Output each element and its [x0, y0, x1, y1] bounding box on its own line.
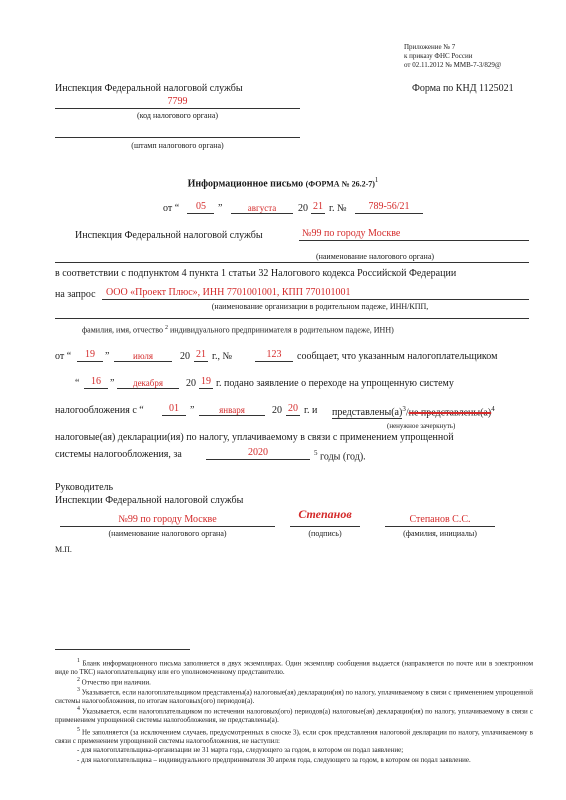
date-month-line — [231, 213, 293, 214]
taxation-year-line — [286, 415, 300, 416]
date-month: августа — [247, 203, 277, 213]
date-from: от “ — [163, 203, 180, 214]
caption-fio-sup: 2 — [165, 325, 168, 331]
footnote-1-text: Бланк информационного письма заполняется в двух экземплярах. Один экземпляр сообщения выдается (направляется по почте или в электронном виде по ТКС) налогоплательщику или его уполномоченному представителю. — [55, 659, 534, 677]
footnote-4 — [55, 705, 533, 725]
report-text: сообщает, что указанным налогоплательщиком — [297, 351, 498, 362]
taxation-year-suf: 20 — [288, 403, 298, 414]
report-day-line — [77, 361, 103, 362]
application-q2: ” — [110, 378, 115, 389]
stamp-caption: (штамп налогового органа) — [131, 141, 224, 150]
footnote-separator — [55, 649, 190, 650]
basis-text: в соответствии с подпунктом 4 пункта 1 статьи 32 Налогового кодекса Российской Федерации — [55, 268, 457, 279]
date-day: 05 — [196, 201, 206, 212]
taxation-month: января — [219, 405, 245, 415]
request-line-2 — [55, 318, 529, 319]
request-caption-1: (наименование организации в родительном падеже, ИНН/КПП, — [211, 302, 429, 311]
footnote-item-1: - для налогоплательщика-организации не 31 марта года, следующего за годом, в котором он подал заявление; — [77, 746, 404, 754]
signature-caption: (подпись) — [308, 529, 342, 538]
date-q: ” — [218, 203, 223, 214]
signer-name-line — [385, 526, 495, 527]
not-submitted-sup: 4 — [491, 405, 495, 413]
date-year-suf: 21 — [313, 201, 323, 212]
signature-authority: №99 по городу Москве — [118, 514, 217, 525]
application-day-line — [84, 388, 108, 389]
application-day: 16 — [91, 376, 101, 387]
period-line — [206, 459, 310, 460]
footnote-5-text: Не заполняется (за исключением случаев, предусмотренных в сноске 3), если срок представления налоговой декларации по налогу, уплачиваемому в связи с применением упрощенной системы налогообложения, не наступил: — [55, 728, 533, 746]
handwritten-signature: Степанов — [298, 507, 352, 521]
footnote-5 — [55, 726, 533, 746]
report-q: ” — [105, 351, 110, 362]
footnote-3-sup: 3 — [77, 687, 80, 693]
date-day-line — [187, 213, 214, 214]
application-q1: “ — [75, 378, 80, 389]
footnote-5-sup: 5 — [77, 727, 80, 733]
request-caption-2 — [82, 325, 394, 335]
annex-line-1: Приложение № 7 — [404, 43, 456, 51]
date-year-pre: 20 — [298, 203, 308, 214]
signer-name-caption: (фамилия, инициалы) — [403, 529, 477, 538]
application-month-line — [117, 388, 179, 389]
caption-fio-rest: индивидуального предпринимателя в родительном падеже, ИНН) — [170, 325, 394, 335]
taxation-year-pre: 20 — [272, 405, 282, 416]
submitted-options — [332, 405, 495, 418]
title-sup: 1 — [374, 176, 379, 184]
taxation-day: 01 — [169, 403, 179, 414]
authority-line-2 — [55, 262, 529, 263]
inspection-label: Инспекция Федеральной налоговой службы — [55, 83, 243, 94]
document-title — [0, 176, 566, 189]
report-g-no: г., № — [212, 351, 233, 362]
stamp-mp: М.П. — [55, 545, 72, 554]
date-number: 789-56/21 — [368, 201, 410, 212]
period-suffix-wrap — [314, 449, 366, 462]
annex-line-3: от 02.11.2012 № ММВ-7-3/829@ — [404, 61, 502, 69]
inspection-code: 7799 — [167, 96, 188, 107]
code-caption: (код налогового органа) — [136, 111, 219, 120]
period-sup: 5 — [314, 449, 318, 457]
taxation-month-line — [199, 415, 265, 416]
report-day: 19 — [85, 349, 95, 360]
date-number-line — [355, 213, 423, 214]
footnote-2-text: Отчество при наличии. — [81, 678, 151, 687]
taxation-day-line — [162, 415, 186, 416]
report-year-pre: 20 — [180, 351, 190, 362]
period-label: системы налогообложения, за — [55, 449, 182, 460]
report-year-suf: 21 — [196, 349, 206, 360]
title-main: Информационное письмо — [187, 178, 304, 190]
request-label: на запрос — [55, 289, 96, 300]
authority-value: №99 по городу Москве — [302, 228, 401, 239]
footnote-4-text: Указывается, если налогоплательщиком по истечении налоговых(ого) периодов(а) налоговые(ая) декларации(ия) по налогу, уплачиваемому в связи с применением упрощенной системы налогообложения, не представлены(а). — [55, 707, 534, 725]
footnote-2-sup: 2 — [77, 677, 80, 683]
report-month-line — [114, 361, 172, 362]
inspection-code-line — [55, 108, 300, 109]
stamp-line — [55, 137, 300, 138]
submitted-sup: 3 — [402, 405, 406, 413]
footnote-item-2: - для налогоплательщика – индивидуального предпринимателя 30 апреля года, следующего за годом, в котором он подал заявление. — [77, 756, 471, 764]
report-number-line — [255, 361, 293, 362]
period-value: 2020 — [248, 447, 268, 458]
application-text: г. подано заявление о переходе на упрощенную систему — [216, 378, 454, 389]
title-form-no: (ФОРМА № 26.2-7) — [305, 179, 375, 189]
declarations-text: налоговые(ая) декларации(ия) по налогу, уплачиваемому в связи с применением упрощенной — [55, 432, 454, 443]
caption-fio: фамилия, имя, отчество — [82, 325, 163, 335]
date-g-no: г. № — [329, 203, 347, 214]
footnote-1 — [55, 657, 533, 677]
signature-authority-caption: (наименование налогового органа) — [108, 529, 227, 538]
report-from: от “ — [55, 351, 72, 362]
options-slash: / — [405, 407, 409, 419]
request-value: ООО «Проект Плюс», ИНН 7701001001, КПП 770101001 — [106, 287, 351, 298]
taxation-q: ” — [190, 405, 195, 416]
request-line — [102, 299, 529, 300]
taxation-g-and: г. и — [304, 405, 318, 416]
not-submitted-option: не представлены(а) — [408, 407, 492, 419]
footnote-1-sup: 1 — [77, 658, 80, 664]
report-month: июля — [133, 351, 153, 361]
report-year-line — [194, 361, 208, 362]
signer-name: Степанов С.С. — [409, 514, 471, 525]
footnote-3 — [55, 686, 533, 706]
annex-line-2: к приказу ФНС России — [404, 52, 473, 60]
authority-caption: (наименование налогового органа) — [315, 252, 435, 261]
application-month: декабря — [132, 378, 164, 388]
footnote-4-sup: 4 — [77, 706, 80, 712]
application-year-pre: 20 — [186, 378, 196, 389]
position-2: Инспекции Федеральной налоговой службы — [55, 495, 244, 506]
date-year-line — [311, 213, 325, 214]
submitted-option: представлены(а) — [332, 407, 403, 419]
signature-authority-line — [60, 526, 275, 527]
position-1: Руководитель — [55, 482, 114, 493]
signature-line — [290, 526, 360, 527]
application-year-suf: 19 — [201, 376, 211, 387]
application-year-line — [199, 388, 213, 389]
strike-caption: (ненужное зачеркнуть) — [387, 422, 456, 430]
footnote-3-text: Указывается, если налогоплательщиком представлены(а) налоговые(ая) декларации(ия) по налогу, уплачиваемому в связи с применением упрощенной системы налогообложения, по итогам налоговых(ого) периодов(а). — [55, 688, 533, 706]
authority-line — [299, 240, 529, 241]
period-suffix: годы (год). — [320, 451, 366, 463]
authority-label: Инспекция Федеральной налоговой службы — [75, 230, 263, 241]
taxation-label: налогообложения с “ — [55, 405, 144, 416]
form-code: Форма по КНД 1125021 — [412, 83, 514, 94]
report-number: 123 — [266, 349, 282, 360]
